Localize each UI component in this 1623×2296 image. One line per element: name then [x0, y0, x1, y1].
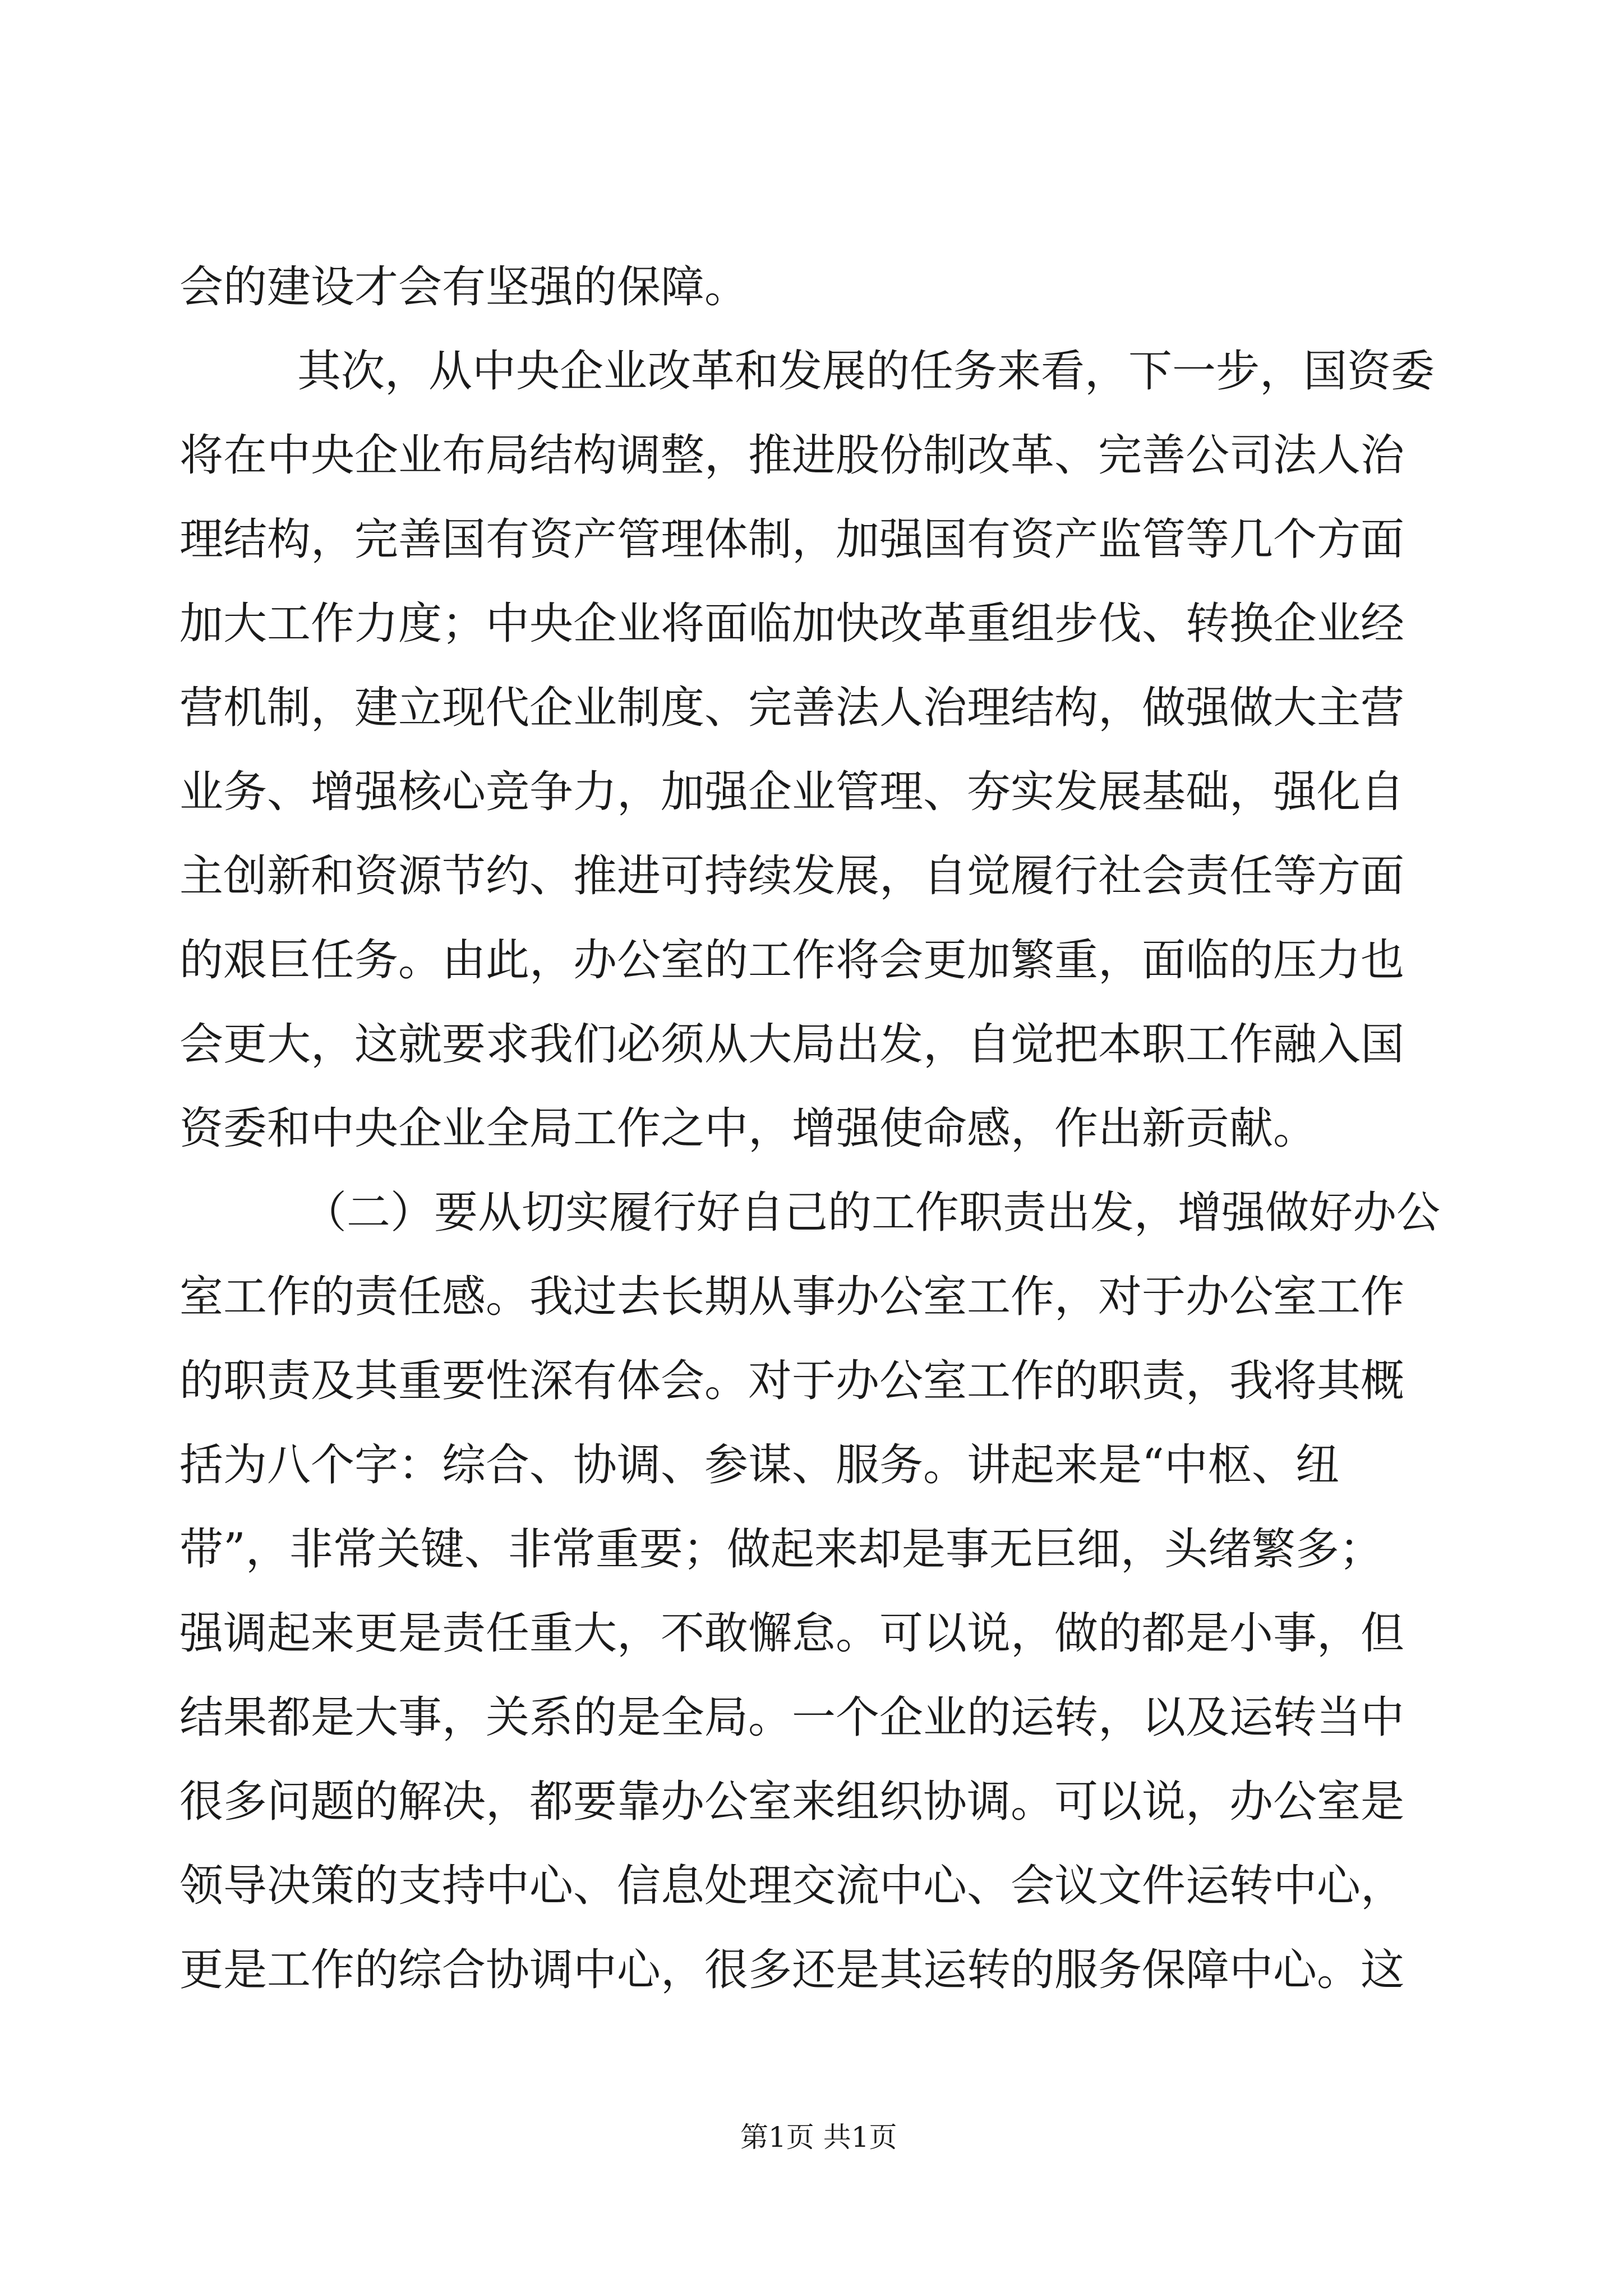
text-line: （二）要从切实履行好自己的工作职责出发，增强做好办公 [303, 1188, 1441, 1238]
text-line: 室工作的责任感。我过去长期从事办公室工作，对于办公室工作 [179, 1272, 1405, 1322]
text-line: 更是工作的综合协调中心，很多还是其运转的服务保障中心。这 [179, 1945, 1405, 1995]
text-line: 很多问题的解决，都要靠办公室来组织协调。可以说，办公室是 [179, 1777, 1405, 1827]
text-line: 加大工作力度；中央企业将面临加快改革重组步伐、转换企业经 [179, 599, 1405, 649]
text-line: 的艰巨任务。由此，办公室的工作将会更加繁重，面临的压力也 [179, 935, 1405, 986]
text-line: 将在中央企业布局结构调整，推进股份制改革、完善公司法人治 [179, 430, 1405, 481]
text-line: 其次，从中央企业改革和发展的任务来看，下一步，国资委 [297, 346, 1435, 397]
text-line: 资委和中央企业全局工作之中，增强使命感，作出新贡献。 [179, 1103, 1317, 1154]
text-line: 业务、增强核心竞争力，加强企业管理、夯实发展基础，强化自 [179, 767, 1405, 817]
text-line: 结果都是大事，关系的是全局。一个企业的运转，以及运转当中 [179, 1692, 1405, 1743]
text-line: 领导决策的支持中心、信息处理交流中心、会议文件运转中心， [179, 1861, 1405, 1911]
page-footer: 第1页 共1页 [740, 2121, 897, 2154]
text-line: 主创新和资源节约、推进可持续发展，自觉履行社会责任等方面 [179, 851, 1405, 901]
text-line: 括为八个字：综合、协调、参谋、服务。讲起来是“中枢、纽 [179, 1440, 1339, 1490]
text-line: 理结构，完善国有资产管理体制，加强国有资产监管等几个方面 [179, 514, 1405, 565]
text-line: 的职责及其重要性深有体会。对于办公室工作的职责，我将其概 [179, 1356, 1405, 1406]
text-line: 会更大，这就要求我们必须从大局出发，自觉把本职工作融入国 [179, 1019, 1405, 1070]
text-line: 营机制，建立现代企业制度、完善法人治理结构，做强做大主营 [179, 683, 1405, 733]
text-line: 带”，非常关键、非常重要；做起来却是事无巨细，头绪繁多； [179, 1524, 1383, 1575]
text-line: 会的建设才会有坚强的保障。 [179, 262, 749, 312]
text-line: 强调起来更是责任重大，不敢懈怠。可以说，做的都是小事，但 [179, 1608, 1405, 1659]
